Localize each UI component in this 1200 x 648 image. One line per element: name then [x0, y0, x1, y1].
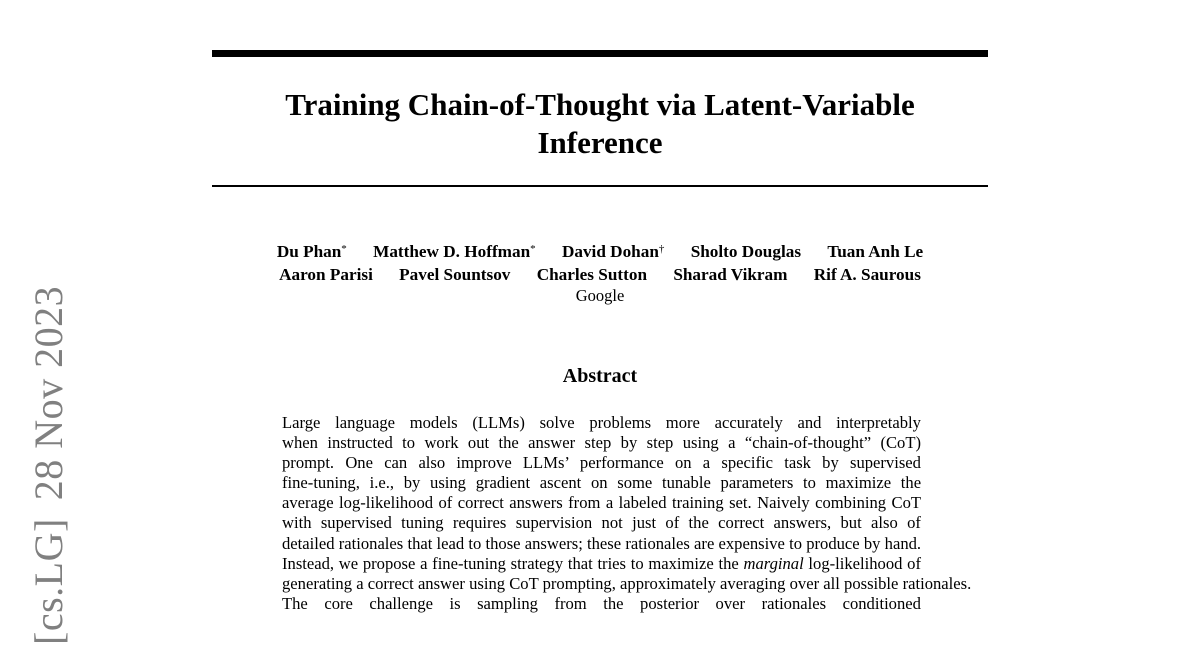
author: Pavel Sountsov [399, 265, 511, 284]
abstract-line: fine-tuning, i.e., by using gradient ascent on some tunable parameters to maximize the [282, 473, 922, 493]
title-line: Inference [537, 125, 663, 160]
abstract-emphasis: marginal [743, 553, 804, 573]
author: Aaron Parisi [279, 265, 373, 284]
abstract-line: when instructed to work out the answer step by step using a “chain-of-thought” (CoT) [282, 433, 922, 453]
arxiv-category: [cs.LG] [26, 518, 71, 645]
abstract-line: The core challenge is sampling from the posterior over rationales conditioned [282, 593, 921, 613]
author-row-1 [212, 240, 988, 263]
abstract-line: detailed rationales that lead to those answers; these rationales are expensive to produce by hand. [282, 533, 922, 553]
abstract-body [282, 413, 972, 614]
abstract-line: with supervised tuning requires supervision not just of the correct answers, but also of [282, 513, 921, 533]
abstract-line: Instead, we propose a fine-tuning strategy that tries to maximize the marginal log-likelihood of [282, 553, 921, 573]
author: Du Phan* [276, 242, 347, 261]
arxiv-date: 28 Nov 2023 [26, 285, 71, 501]
title-line: Training Chain-of-Thought via Latent-Variable [285, 87, 915, 122]
author-row-2 [212, 263, 988, 286]
author: Tuan Anh Le [827, 242, 924, 261]
author: Sharad Vikram [673, 265, 788, 284]
abstract-heading: Abstract [562, 365, 638, 387]
author: Charles Sutton [536, 265, 648, 284]
author-footnote-mark: † [658, 243, 665, 255]
author-block [212, 240, 988, 306]
abstract-line: prompt. One can also improve LLMs’ performance on a specific task by supervised [282, 453, 921, 473]
author: David Dohan† [561, 242, 665, 261]
abstract-line: generating a correct answer using CoT prompting, approximately averaging over all possible rationales. [282, 573, 972, 593]
paper-title [212, 86, 988, 162]
arxiv-sidebar-stamp [27, 286, 71, 645]
author: Sholto Douglas [690, 242, 802, 261]
author-footnote-mark: * [530, 243, 536, 255]
title-bottom-rule [212, 185, 988, 187]
abstract-line: Large language models (LLMs) solve problems more accurately and interpretably [282, 413, 921, 432]
affiliation: Google [575, 286, 625, 305]
author-footnote-mark: * [341, 243, 347, 255]
title-top-rule [212, 50, 988, 57]
author: Matthew D. Hoffman* [373, 242, 536, 261]
author: Rif A. Saurous [813, 265, 921, 284]
abstract-line: average log-likelihood of correct answers from a labeled training set. Naively combining CoT [282, 493, 922, 513]
